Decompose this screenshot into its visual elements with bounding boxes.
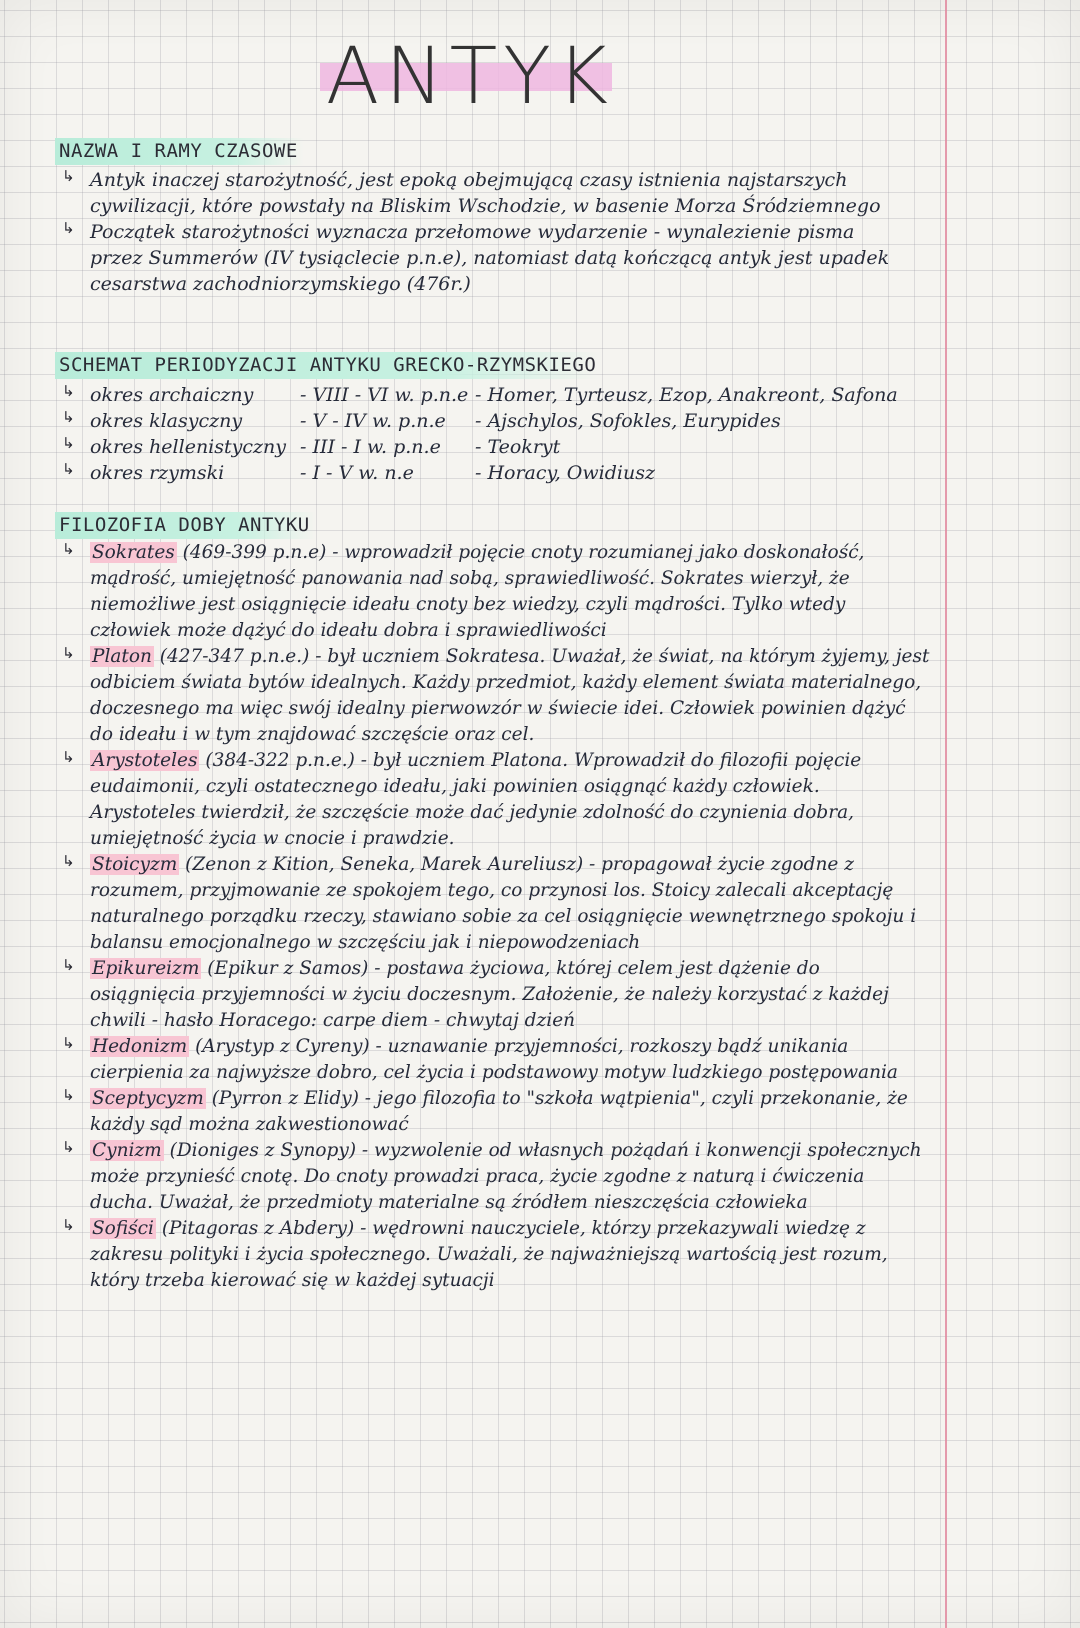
period-row bbox=[60, 408, 910, 434]
arrow-bullet-icon: ↳ bbox=[62, 382, 75, 400]
list-item bbox=[60, 1138, 930, 1216]
page-title: ANTYK bbox=[325, 32, 615, 122]
philosopher-text: (427-347 p.n.e.) - był uczniem Sokratesa. Uważał, że świat, na którym żyjemy, jest odbiciem świata bytów idealnych. Każdy przedmiot, każdy element świata materialnego, doczesnego ma więc swój idealny pierwowzór w świecie idei. Człowiek powinien dążyć do ideału i w tym znajdować szczęście oraz cel. bbox=[90, 646, 930, 745]
period-row bbox=[60, 434, 910, 460]
arrow-bullet-icon: ↳ bbox=[62, 1086, 75, 1104]
philosopher-text: (Dioniges z Synopy) - wyzwolenie od własnych pożądań i konwencji społecznych może przynieść cnotę. Do cnoty prowadzi praca, życie zgodne z naturą i ćwiczenia ducha. Uważał, że przedmioty materialne są źródłem nieszczęścia człowieka bbox=[90, 1140, 922, 1213]
philosopher-name: Sofiści bbox=[92, 1218, 154, 1239]
list-item bbox=[60, 1034, 930, 1086]
arrow-bullet-icon: ↳ bbox=[62, 644, 75, 662]
list-item bbox=[60, 540, 930, 644]
period-name: okres rzymski bbox=[90, 462, 225, 484]
list-item bbox=[60, 956, 930, 1034]
periods-list bbox=[60, 382, 910, 486]
title-block bbox=[320, 25, 620, 130]
philosopher-name: Sceptycyzm bbox=[92, 1088, 204, 1109]
philosopher-text: (Zenon z Kition, Seneka, Marek Aureliusz) - propagował życie zgodne z rozumem, przyjmowanie ze spokojem tego, co przynosi los. Stoicy zalecali akceptację naturalnego porządku rzeczy, stawiano sobie za cel osiągnięcie wewnętrznego spokoju i balansu emocjonalnego w szczęściu jak i niepowodzeniach bbox=[90, 854, 917, 953]
period-range: - I - V w. n.e bbox=[300, 462, 414, 484]
list-item bbox=[60, 644, 930, 748]
item-text: Antyk inaczej starożytność, jest epoką obejmującą czasy istnienia najstarszych cywilizacji, które powstały na Bliskim Wschodzie, w basenie Morza Śródziemnego bbox=[90, 169, 881, 217]
philosopher-text: (Arystyp z Cyreny) - uznawanie przyjemności, rozkoszy bądź unikania cierpienia za najwyższe dobro, cel życia i podstawowy motyw ludzkiego postępowania bbox=[90, 1036, 898, 1083]
period-range: - V - IV w. p.n.e bbox=[300, 410, 446, 432]
period-row bbox=[60, 382, 910, 408]
section-heading-nazwa: NAZWA I RAMY CZASOWE bbox=[55, 138, 304, 165]
list-item bbox=[60, 852, 930, 956]
list-item bbox=[60, 1216, 930, 1294]
philosopher-name: Sokrates bbox=[92, 542, 175, 563]
period-authors: - Homer, Tyrteusz, Ezop, Anakreont, Safona bbox=[475, 384, 898, 406]
philosopher-name: Stoicyzm bbox=[92, 854, 178, 875]
philosophy-list bbox=[60, 540, 930, 1294]
period-authors: - Teokryt bbox=[475, 436, 561, 458]
arrow-bullet-icon: ↳ bbox=[62, 852, 75, 870]
period-name: okres hellenistyczny bbox=[90, 436, 287, 458]
margin-line bbox=[945, 0, 947, 1628]
philosopher-name: Cynizm bbox=[92, 1140, 162, 1161]
section-heading-filozofia: FILOZOFIA DOBY ANTYKU bbox=[55, 512, 316, 539]
arrow-bullet-icon: ↳ bbox=[62, 1138, 75, 1156]
philosopher-name: Platon bbox=[92, 646, 152, 667]
period-range: - VIII - VI w. p.n.e bbox=[300, 384, 469, 406]
philosopher-name: Epikureizm bbox=[92, 958, 200, 979]
period-row bbox=[60, 460, 910, 486]
arrow-bullet-icon: ↳ bbox=[62, 434, 75, 452]
list-item bbox=[60, 1086, 930, 1138]
philosopher-text: (Pyrron z Elidy) - jego filozofia to "szkoła wątpienia", czyli przekonanie, że każdy sąd można zakwestionować bbox=[90, 1088, 908, 1135]
philosopher-text: (384-322 p.n.e.) - był uczniem Platona. Wprowadził do filozofii pojęcie eudaimonii, czyli ostatecznego ideału, jaki powinien osiągnąć każdy człowiek. Arystoteles twierdził, że szczęście może dać jedynie zdolność do czynienia dobra, umiejętność życia w cnocie i prawdzie. bbox=[90, 750, 862, 849]
period-name: okres archaiczny bbox=[90, 384, 254, 406]
philosopher-text: (Epikur z Samos) - postawa życiowa, której celem jest dążenie do osiągnięcia przyjemności w życiu doczesnym. Założenie, że należy korzystać z każdej chwili - hasło Horacego: carpe diem - chwytaj dzień bbox=[90, 958, 889, 1031]
arrow-bullet-icon: ↳ bbox=[62, 460, 75, 478]
list-item bbox=[60, 167, 910, 219]
philosopher-text: (469-399 p.n.e) - wprowadził pojęcie cnoty rozumianej jako doskonałość, mądrość, umiejętność panowania nad sobą, sprawiedliwość. Sokrates wierzył, że niemożliwe jest osiągnięcie ideału cnoty bez wiedzy, czyli mądrości. Tylko wtedy człowiek może dążyć do ideału dobra i sprawiedliwości bbox=[90, 542, 865, 641]
section-heading-schemat: SCHEMAT PERIODYZACJI ANTYKU GRECKO-RZYMSKIEGO bbox=[55, 352, 602, 379]
list-item bbox=[60, 748, 930, 852]
arrow-bullet-icon: ↳ bbox=[62, 167, 75, 185]
arrow-bullet-icon: ↳ bbox=[62, 540, 75, 558]
period-authors: - Ajschylos, Sofokles, Eurypides bbox=[475, 410, 781, 432]
item-text: Początek starożytności wyznacza przełomowe wydarzenie - wynalezienie pisma przez Summerów (IV tysiąclecie p.n.e), natomiast datą kończącą antyk jest upadek cesarstwa zachodniorzymskiego (476r.) bbox=[90, 221, 890, 295]
arrow-bullet-icon: ↳ bbox=[62, 219, 75, 237]
philosopher-name: Arystoteles bbox=[92, 750, 198, 771]
nazwa-list bbox=[60, 167, 910, 297]
arrow-bullet-icon: ↳ bbox=[62, 748, 75, 766]
period-authors: - Horacy, Owidiusz bbox=[475, 462, 655, 484]
period-name: okres klasyczny bbox=[90, 410, 243, 432]
arrow-bullet-icon: ↳ bbox=[62, 1034, 75, 1052]
philosopher-text: (Pitagoras z Abdery) - wędrowni nauczyciele, którzy przekazywali wiedzę z zakresu polityki i życia społecznego. Uważali, że najważniejszą wartością jest rozum, który trzeba kierować się w każdej sytuacji bbox=[90, 1218, 888, 1291]
arrow-bullet-icon: ↳ bbox=[62, 956, 75, 974]
arrow-bullet-icon: ↳ bbox=[62, 1216, 75, 1234]
period-range: - III - I w. p.n.e bbox=[300, 436, 441, 458]
list-item bbox=[60, 219, 910, 297]
philosopher-name: Hedonizm bbox=[92, 1036, 188, 1057]
arrow-bullet-icon: ↳ bbox=[62, 408, 75, 426]
